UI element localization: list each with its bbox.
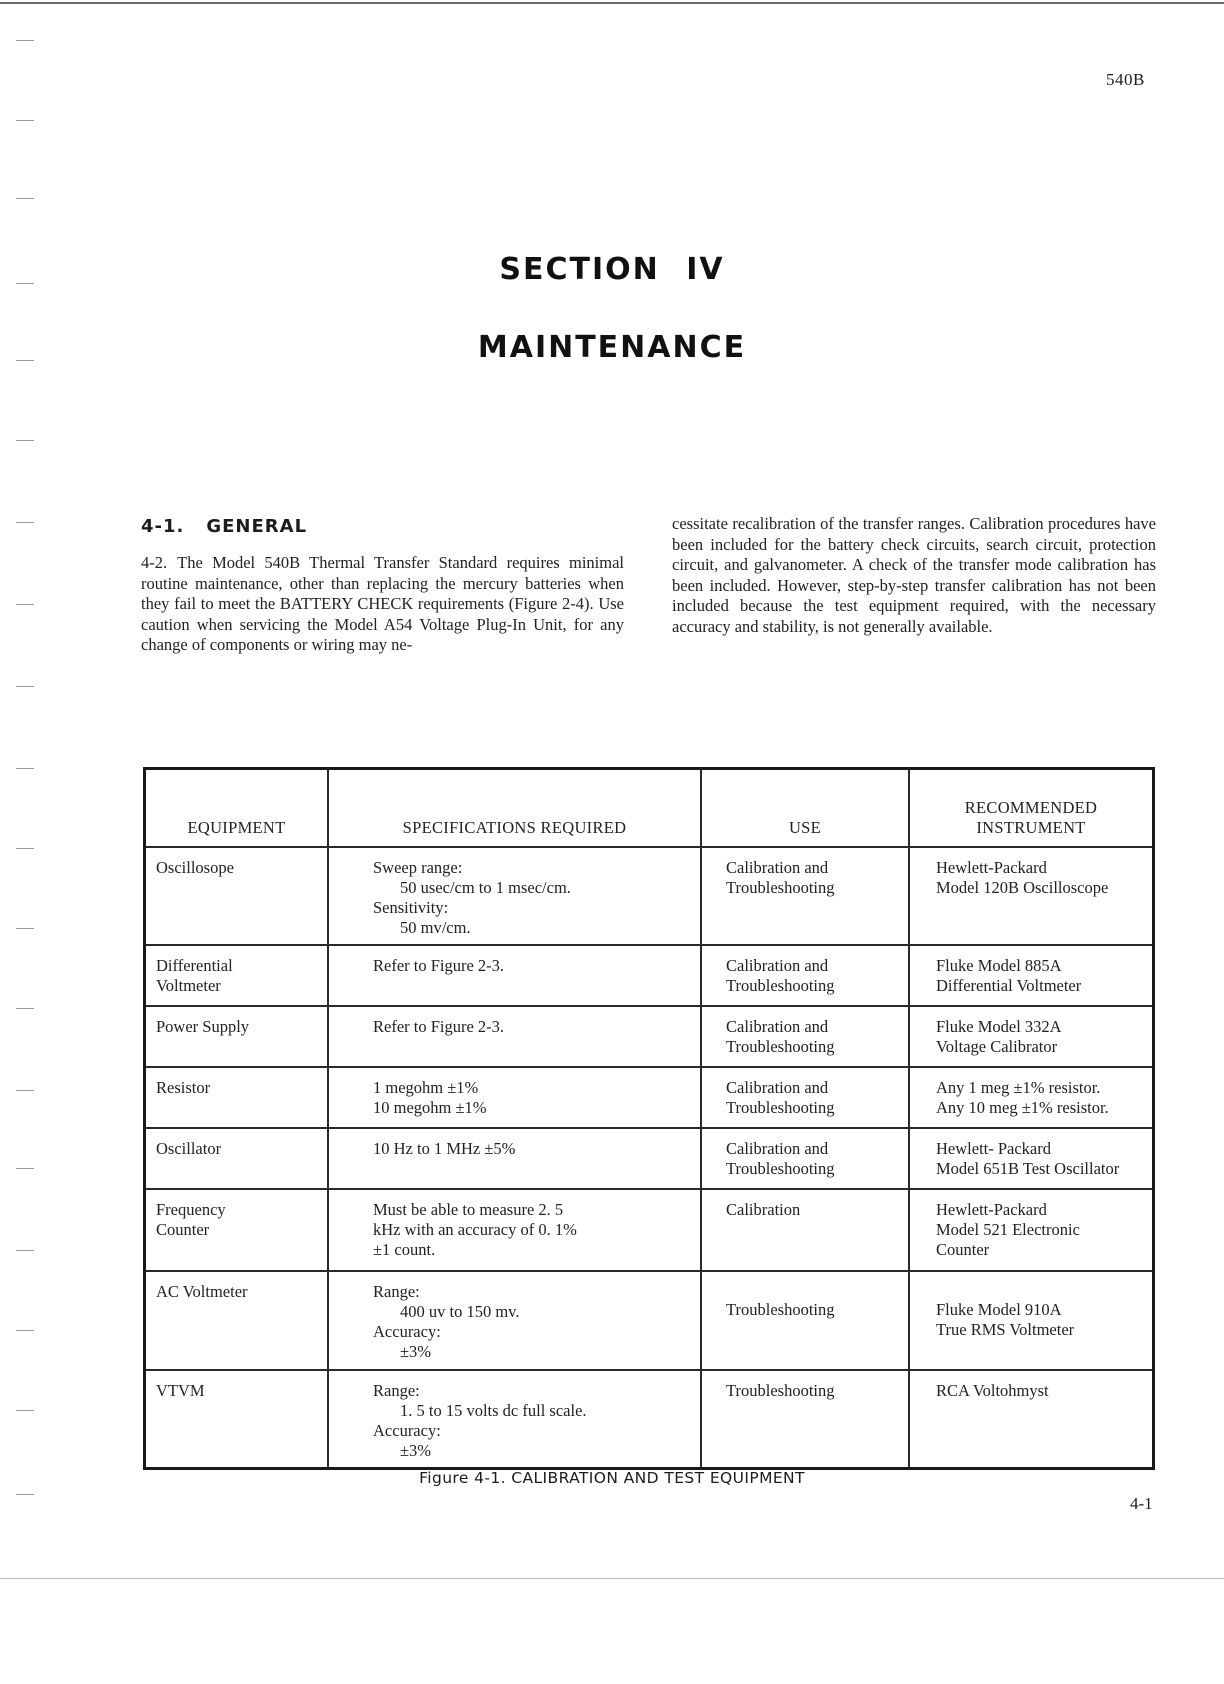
cell-line: Troubleshooting [726,1098,835,1117]
cell-line: ±1 count. [373,1240,436,1259]
cell-line: Differential Voltmeter [936,976,1082,995]
cell-line: Power Supply [156,1017,250,1036]
cell-line: Fluke Model 332A [936,1017,1062,1036]
header-specifications: SPECIFICATIONS REQUIRED [328,769,701,848]
table-row [145,1370,1154,1469]
cell-use [701,847,909,945]
cell-use [701,1189,909,1271]
cell-equipment [145,847,329,945]
table-row [145,1271,1154,1370]
cell-line: Troubleshooting [726,1381,835,1400]
cell-equipment [145,1067,329,1128]
cell-line: Calibration and [726,1139,829,1158]
cell-spec [328,1067,701,1128]
cell-equipment [145,1006,329,1067]
cell-line: Troubleshooting [726,1159,835,1178]
cell-equipment [145,1271,329,1370]
cell-use [701,945,909,1006]
cell-line: Fluke Model 885A [936,956,1062,975]
cell-line: Oscillator [156,1139,222,1158]
equipment-table [143,767,1155,1470]
cell-line: Range: [373,1282,420,1301]
cell-line: Troubleshooting [726,878,835,897]
cell-use [701,1128,909,1189]
table-row [145,1128,1154,1189]
cell-line: Voltmeter [156,976,221,995]
cell-spec [328,1128,701,1189]
cell-instrument [909,1189,1154,1271]
bottom-scan-edge [0,1578,1224,1579]
cell-line: Hewlett-Packard [936,858,1047,877]
cell-line: Calibration and [726,858,829,877]
cell-line: Sweep range: [373,858,463,877]
cell-line: VTVM [156,1381,205,1400]
cell-instrument [909,847,1154,945]
cell-line: Differential [156,956,233,975]
table-row [145,1006,1154,1067]
table-row [145,945,1154,1006]
cell-equipment [145,1189,329,1271]
cell-line: ±3% [400,1441,432,1460]
cell-line: Troubleshooting [726,976,835,995]
general-heading [141,516,307,537]
cell-line: Must be able to measure 2. 5 [373,1200,564,1219]
cell-line: 10 Hz to 1 MHz ±5% [373,1139,516,1158]
cell-line: Troubleshooting [726,1300,835,1319]
page-number: 4-1 [1130,1494,1153,1513]
cell-line: 1 megohm ±1% [373,1078,479,1097]
cell-use [701,1006,909,1067]
header-instrument-line: RECOMMENDED [964,798,1098,817]
caption-title: CALIBRATION AND TEST EQUIPMENT [511,1469,805,1487]
table-row [145,847,1154,945]
paragraph-left-column [141,553,624,656]
cell-line: Calibration and [726,1078,829,1097]
cell-line: 50 usec/cm to 1 msec/cm. [400,878,571,897]
table-row [145,1189,1154,1271]
cell-spec [328,847,701,945]
cell-line: Calibration and [726,956,829,975]
cell-line: Model 120B Oscilloscope [936,878,1109,897]
cell-line: Accuracy: [373,1322,441,1341]
cell-line: Frequency [156,1200,226,1219]
cell-line: Hewlett-Packard [936,1200,1047,1219]
cell-use [701,1271,909,1370]
cell-instrument [909,1271,1154,1370]
cell-spec [328,945,701,1006]
cell-line: ±3% [400,1342,432,1361]
cell-equipment [145,1128,329,1189]
paragraph-text-left: The Model 540B Thermal Transfer Standard requires minimal routine maintenance, other than replacing the mercury batteries when they fail to meet the BATTERY CHECK requirements (Figure 2-4). Use caution when servicing the Model A54 Voltage Plug-In Unit, for any change of components or wiring may ne- [141,553,624,654]
page-model-id: 540B [1106,70,1145,89]
cell-spec [328,1006,701,1067]
cell-line: Oscillosope [156,858,234,877]
cell-line: 10 megohm ±1% [373,1098,487,1117]
cell-line: Any 10 meg ±1% resistor. [936,1098,1109,1117]
header-equipment: EQUIPMENT [145,769,329,848]
cell-instrument [909,1128,1154,1189]
table-header-row [145,769,1154,848]
section-subtitle: MAINTENANCE [477,330,747,365]
cell-instrument [909,1006,1154,1067]
cell-line: Resistor [156,1078,211,1097]
cell-line: Troubleshooting [726,1037,835,1056]
caption-label: Figure 4-1. [419,1469,506,1487]
cell-line: Fluke Model 910A [936,1300,1062,1319]
cell-line: Calibration and [726,1017,829,1036]
cell-line: Voltage Calibrator [936,1037,1058,1056]
header-instrument [909,769,1154,848]
cell-line: Range: [373,1381,420,1400]
cell-line: Calibration [726,1200,801,1219]
cell-spec [328,1189,701,1271]
cell-line: Model 521 Electronic [936,1220,1080,1239]
paragraph-number: 4-2. [141,553,168,572]
cell-line: True RMS Voltmeter [936,1320,1075,1339]
cell-line: 50 mv/cm. [400,918,471,937]
cell-equipment [145,945,329,1006]
cell-instrument [909,1370,1154,1469]
cell-line: Refer to Figure 2-3. [373,956,505,975]
cell-instrument [909,1067,1154,1128]
table-row [145,1067,1154,1128]
cell-line: AC Voltmeter [156,1282,248,1301]
cell-line: 1. 5 to 15 volts dc full scale. [400,1401,587,1420]
cell-line: Any 1 meg ±1% resistor. [936,1078,1101,1097]
cell-use [701,1370,909,1469]
cell-line: Hewlett- Packard [936,1139,1051,1158]
header-use: USE [701,769,909,848]
cell-line: Counter [156,1220,210,1239]
paragraph-right-column: cessitate recalibration of the transfer ranges. Calibration procedures have been included for the battery check circuits, search circuit, protection circuit, and galvanometer. A check of the transfer mode calibration has been included. However, step-by-step transfer calibration has not been included because the test equipment required, with the necessary accuracy and stability, is not generally available. [672,514,1156,636]
heading-number: 4-1. [141,516,185,537]
cell-line: Counter [936,1240,990,1259]
cell-use [701,1067,909,1128]
figure-caption [0,1469,1224,1487]
cell-line: Accuracy: [373,1421,441,1440]
cell-spec [328,1271,701,1370]
cell-equipment [145,1370,329,1469]
heading-title: GENERAL [206,516,308,537]
cell-spec [328,1370,701,1469]
section-title: SECTION IV [499,252,725,287]
cell-line: Refer to Figure 2-3. [373,1017,505,1036]
cell-line: kHz with an accuracy of 0. 1% [373,1220,577,1239]
cell-line: Sensitivity: [373,898,449,917]
cell-line: Model 651B Test Oscillator [936,1159,1120,1178]
cell-line: RCA Voltohmyst [936,1381,1049,1400]
cell-line: 400 uv to 150 mv. [400,1302,520,1321]
cell-instrument [909,945,1154,1006]
top-scan-edge [0,2,1224,4]
header-instrument-line: INSTRUMENT [976,818,1086,837]
